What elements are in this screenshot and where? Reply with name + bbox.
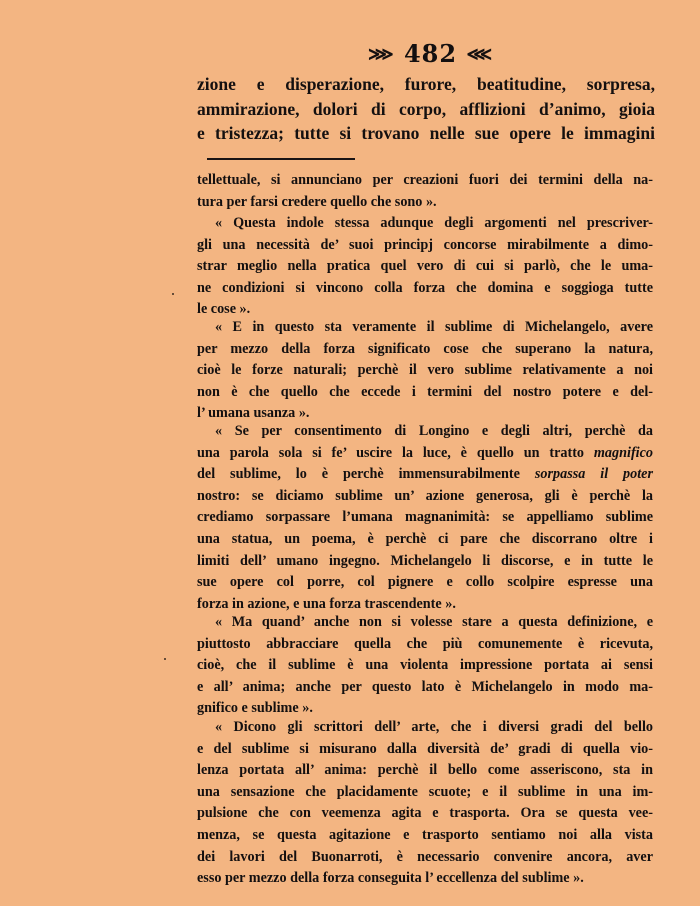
footnote-line: « Dicono gli scrittori dell’ arte, che i diversi gradi del bello — [215, 719, 653, 735]
footnote-line: le cose ». — [197, 301, 251, 318]
footnote-paragraph-4 — [197, 421, 653, 615]
footnote-line: menza, se questa agitazione e trasporto sentiamo noi alla vista — [197, 826, 653, 843]
main-text-line: zione e disperazione, furore, beatitudine, sorpresa, — [197, 74, 655, 94]
footnote-line: una parola sola si fe’ uscire la luce, è quello un tratto magnifico — [197, 444, 654, 461]
footnote-paragraph-2 — [197, 213, 653, 321]
footnote-line: piuttosto abbracciare quella che più comunemente è ricevuta, — [197, 635, 653, 652]
ornament-left-icon: ⋙ — [368, 44, 395, 65]
footnote-line: pulsione che con veemenza agita e trasporta. Ora se questa vee- — [197, 805, 653, 822]
paper-speck — [164, 658, 166, 660]
footnote-divider — [207, 158, 355, 160]
main-text-line: e tristezza; tutte si trovano nelle sue opere le immagini — [197, 123, 655, 143]
page-number-header — [368, 39, 494, 69]
italic-word: magnifico — [593, 444, 654, 461]
footnote-line: « Se per consentimento di Longino e degli altri, perchè da — [215, 423, 653, 439]
footnote-line: tura per farsi credere quello che sono ». — [197, 193, 437, 210]
ornament-right-icon: ⋘ — [466, 44, 494, 65]
footnote-line: ne condizioni si vincono colla forza che domina e soggioga tutte — [197, 279, 653, 296]
footnote-line: lenza portata all’ anima: perchè il bello come asseriscono, sta in — [197, 762, 653, 779]
italic-phrase: sorpassa il poter — [534, 466, 653, 483]
footnote-line: una sensazione che placidamente scuote; e il sublime in una im- — [197, 783, 653, 800]
footnote-line: per mezzo della forza significato cose che superano la natura, — [197, 340, 653, 357]
footnote-line: gnifico e sublime ». — [197, 700, 313, 717]
footnote-line: non è che quello che eccede i termini del nostro potere e del- — [197, 383, 653, 400]
footnote-line: l’ umana usanza ». — [197, 405, 310, 422]
footnote-paragraph-5 — [197, 612, 653, 720]
footnote-line: strar meglio nella pratica quel vero di cui si parlò, che le uma- — [197, 258, 653, 275]
footnote-line: forza in azione, e una forza trascendente ». — [197, 595, 456, 612]
paper-speck — [172, 293, 174, 295]
footnote-line: del sublime, lo è perchè immensurabilmente sorpassa il poter — [197, 466, 653, 483]
footnote-line: gli una necessità de’ suoi principj concorse mirabilmente a dimo- — [197, 236, 653, 253]
footnote-line: « E in questo sta veramente il sublime di Michelangelo, avere — [215, 319, 653, 335]
footnote-line: cioè le forze naturali; perchè il vero sublime relativamente a noi — [197, 362, 653, 379]
footnote-paragraph-1 — [197, 170, 653, 213]
footnote-paragraph-6 — [197, 717, 653, 890]
main-text-line: ammirazione, dolori di corpo, afflizioni d’animo, gioia — [197, 98, 655, 119]
footnote-line: limiti dell’ umano ingegno. Michelangelo li discorse, e in tutte le — [197, 552, 653, 569]
footnote-line: crediamo sorpassare l’umana magnanimità: se appelliamo sublime — [197, 509, 653, 526]
footnote-line: e del sublime si misurano dalla diversità de’ gradi di quella vio- — [197, 740, 653, 757]
footnote-line: e all’ anima; anche per questo lato è Michelangelo in modo ma- — [197, 678, 653, 695]
footnote-line: tellettuale, si annunciano per creazioni fuori dei termini della na- — [197, 172, 653, 188]
page-number: 482 — [403, 39, 458, 68]
footnote-line: « Ma quand’ anche non si volesse stare a questa definizione, e — [215, 614, 653, 630]
footnote-line: nostro: se diciamo sublime un’ azione generosa, gli è perchè la — [197, 487, 653, 504]
footnote-line: dei lavori del Buonarroti, è necessario convenire ancora, aver — [197, 848, 653, 865]
footnote-line: sue opere col porre, col pignere e collo scolpire espresse una — [197, 574, 653, 591]
footnote-line: una statua, un poema, è perchè ci pare che discorrano oltre i — [197, 530, 653, 547]
footnote-paragraph-3 — [197, 317, 653, 425]
footnote-line: cioè, che il sublime è una violenta impressione portata ai sensi — [197, 657, 653, 674]
footnote-line: esso per mezzo della forza conseguita l’ eccellenza del sublime ». — [197, 870, 584, 887]
footnote-line: « Questa indole stessa adunque degli argomenti nel prescriver- — [215, 215, 653, 231]
main-text — [197, 72, 655, 146]
